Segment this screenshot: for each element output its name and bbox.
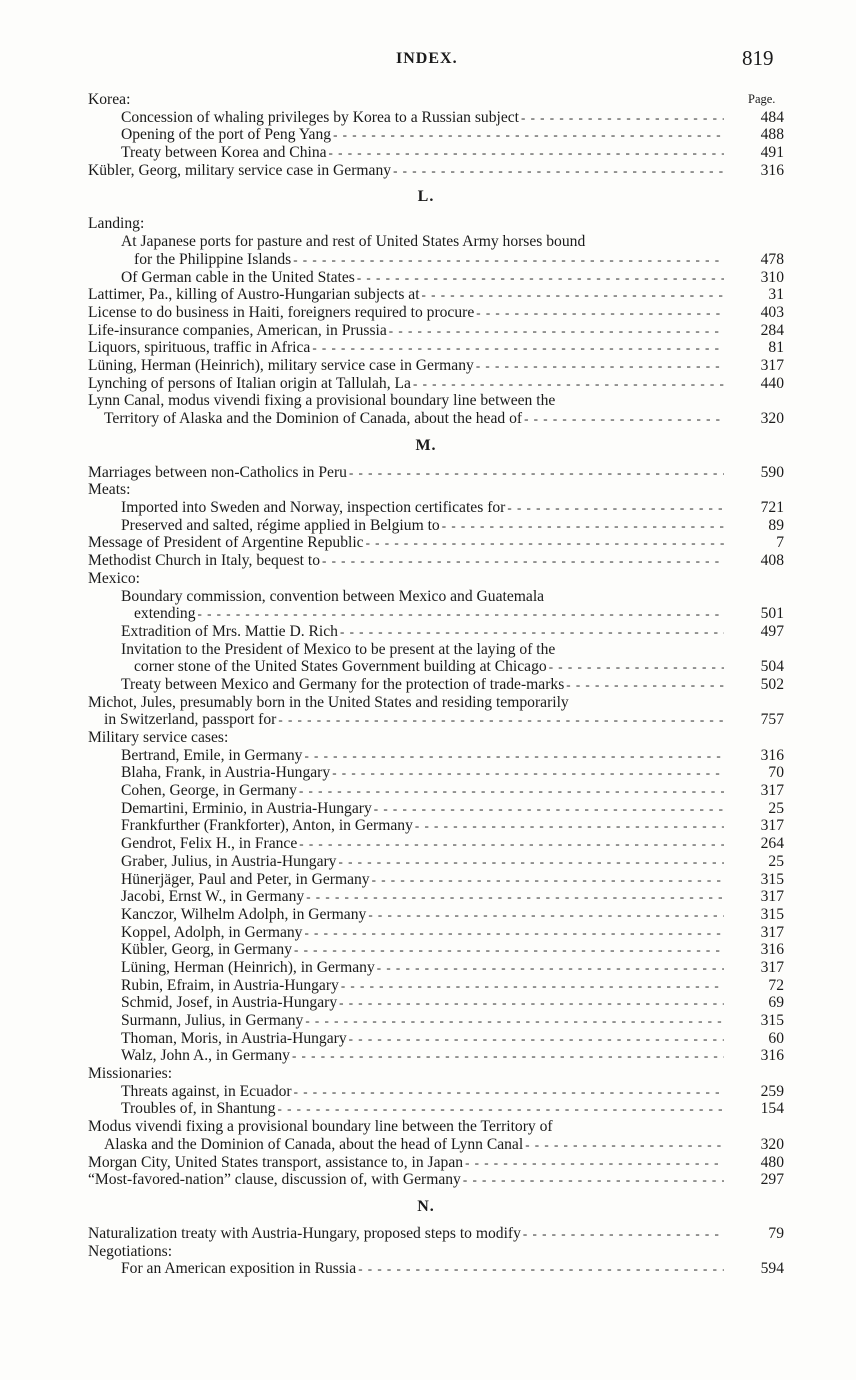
index-entry [88,747,784,765]
index-entry [88,1136,784,1154]
index-entry [88,1012,784,1030]
entry-text-line [121,623,726,641]
entry-text-line [121,499,726,517]
entry-text: Message of President of Argentine Republic [88,534,364,552]
index-entry [88,286,784,304]
page-header [0,46,856,72]
entry-text: Kanczor, Wilhelm Adolph, in Germany [121,905,367,923]
entry-text-line [88,729,726,747]
entry-page-number: 478 [760,250,784,268]
entry-text: Lynching of persons of Italian origin at Tallulah, La [88,374,411,392]
leader-dots [341,977,724,995]
index-entry [88,481,784,499]
entry-text: Thoman, Moris, in Austria-Hungary [121,1029,347,1047]
entry-text-line [121,641,726,659]
running-title: INDEX. [396,50,458,67]
entry-text: For an American exposition in Russia [121,1260,357,1278]
entry-text-line [121,959,726,977]
entry-page-number: 440 [760,374,784,392]
entry-page-number: 484 [760,108,784,126]
leader-dots [566,676,724,694]
index-entry [88,1260,784,1278]
index-entry [88,375,784,393]
entry-text: At Japanese ports for pasture and rest of United States Army horses bound [121,233,586,251]
index-entry [88,1083,784,1101]
index-entry [88,1100,784,1118]
index-entry [88,1243,784,1261]
entry-text: Missionaries: [88,1065,173,1083]
entry-text-line [88,464,726,482]
entry-page-number: 7 [776,534,784,552]
leader-dots [524,410,724,428]
entry-page-number: 408 [760,552,784,570]
entry-page-number: 488 [760,126,784,144]
entry-text-line [121,676,726,694]
entry-text: Gendrot, Felix H., in France [121,835,298,853]
section-k [88,91,784,179]
entry-text: Graber, Julius, in Austria-Hungary [121,852,337,870]
entry-text-line [121,941,726,959]
entry-page-number: 154 [760,1100,784,1118]
entry-text: Negotiations: [88,1242,173,1260]
index-entry [88,570,784,588]
entry-text-line [88,694,726,712]
entry-text-line [88,1065,726,1083]
leader-dots [329,144,724,162]
entry-text-line [88,357,726,375]
entry-text: Modus vivendi fixing a provisional boundary line between the Territory of [88,1118,553,1136]
index-entry [88,782,784,800]
index-entry [88,357,784,375]
entry-page-number: 317 [760,958,784,976]
entry-text-line [88,286,726,304]
entry-text: in Switzerland, passport for [104,711,277,729]
entry-page-number: 403 [760,303,784,321]
entry-page-number: 316 [760,941,784,959]
entry-page-number: 491 [760,144,784,162]
entry-text: Michot, Jules, presumably born in the United States and residing temporarily [88,693,569,711]
entry-text-line [121,994,726,1012]
leader-dots [389,322,724,340]
entry-page-number: 81 [768,339,784,357]
entry-page-number: 60 [768,1029,784,1047]
entry-text-line [88,1225,726,1243]
entry-text-line [88,339,726,357]
entry-text: Kübler, Georg, military service case in Germany [88,161,392,179]
entry-page-number: 502 [760,675,784,693]
entry-text: Invitation to the President of Mexico to be present at the laying of the [121,640,556,658]
entry-page-number: 284 [760,321,784,339]
entry-page-number: 89 [768,516,784,534]
index-entry [88,144,784,162]
entry-text-line [88,322,726,340]
index-entry [88,641,784,659]
entry-text-line [121,747,726,765]
entry-text: Lattimer, Pa., killing of Austro-Hungarian subjects at [88,286,420,304]
entry-text-line [121,817,726,835]
entry-page-number: 504 [760,658,784,676]
index-entry [88,1171,784,1189]
leader-dots [198,605,725,623]
entry-text-line [104,1136,726,1154]
entry-text-line [121,1030,726,1048]
leader-dots [366,534,724,552]
leader-dots [507,499,724,517]
entry-text: Liquors, spirituous, traffic in Africa [88,339,311,357]
index-entry [88,676,784,694]
entry-page-number: 79 [768,1224,784,1242]
entry-text: Military service cases: [88,729,229,746]
leader-dots [304,924,724,942]
entry-text-line [121,126,726,144]
index-entry [88,1030,784,1048]
leader-dots [340,623,724,641]
entry-text-line [88,162,726,180]
index-entry [88,162,784,180]
entry-text: Treaty between Korea and China [121,144,327,162]
entry-text-line [121,871,726,889]
entry-page-number: 590 [760,463,784,481]
leader-dots [304,747,724,765]
entry-text: Territory of Alaska and the Dominion of Canada, about the head of [104,410,523,427]
entry-text: Walz, John A., in Germany [121,1047,290,1065]
entry-text-line [121,233,726,251]
entry-text: Korea: [88,91,131,108]
leader-dots [312,339,724,357]
entry-text-line [121,144,726,162]
index-entry [88,251,784,269]
entry-text: Preserved and salted, régime applied in Belgium to [121,516,440,534]
entry-text: Cohen, George, in Germany [121,782,297,800]
leader-dots [374,800,724,818]
entry-text-line [88,392,726,410]
section-heading-l: L. [417,188,435,206]
entry-text-line [88,1171,726,1189]
entry-text: Bertrand, Emile, in Germany [121,746,303,764]
entry-page-number: 25 [768,852,784,870]
leader-dots [465,1154,724,1172]
entry-text: Meats: [88,481,131,499]
entry-text: Schmid, Josef, in Austria-Hungary [121,994,338,1012]
entry-text-line [121,800,726,818]
index-entry [88,588,784,606]
entry-text: Threats against, in Ecuador [121,1082,292,1100]
entry-page-number: 264 [760,835,784,853]
entry-page-number: 320 [760,1135,784,1153]
entry-text: Marriages between non-Catholics in Peru [88,463,347,481]
entry-page-number: 317 [760,817,784,835]
entry-text-line [121,269,726,287]
entry-text: Lynn Canal, modus vivendi fixing a provisional boundary line between the [88,392,556,410]
leader-dots [306,888,724,906]
entry-page-number: 721 [760,499,784,517]
index-entry [88,126,784,144]
entry-page-number: 72 [768,976,784,994]
index-entry [88,269,784,287]
leader-dots [442,517,724,535]
leader-dots [521,109,724,127]
index-entry [88,994,784,1012]
entry-text-line [121,1260,726,1278]
leader-dots [339,994,724,1012]
entry-text-line [121,109,726,127]
entry-page-number: 70 [768,764,784,782]
index-entry [88,91,784,109]
entry-text-line [88,570,726,588]
entry-page-number: 316 [760,161,784,179]
entry-text: Boundary commission, convention between Mexico and Guatemala [121,587,545,605]
leader-dots [422,286,724,304]
entry-page-number: 480 [760,1153,784,1171]
section-n [88,1225,784,1278]
entry-text-line [88,481,726,499]
entry-page-number: 320 [760,410,784,427]
entry-text-line [88,91,726,109]
leader-dots [349,1030,724,1048]
index-entry [88,800,784,818]
index-entry [88,233,784,251]
index-entry [88,215,784,233]
index-entry [88,552,784,570]
entry-text: Landing: [88,215,145,233]
entry-text-line [88,1243,726,1261]
entry-page-number: 317 [760,923,784,941]
index-entry [88,623,784,641]
index-entry [88,729,784,747]
leader-dots [525,1136,724,1154]
entry-text: Extradition of Mrs. Mattie D. Rich [121,622,338,640]
entry-text-line [121,888,726,906]
entry-text-line [121,1047,726,1065]
entry-text-line [121,853,726,871]
entry-text-line [88,304,726,322]
entry-text: Lüning, Herman (Heinrich), in Germany [121,958,375,976]
entry-page-number: 317 [760,782,784,800]
section-m [88,464,784,1189]
index-entry [88,1118,784,1136]
index-entry [88,941,784,959]
leader-dots [357,269,724,287]
entry-page-number: 259 [760,1082,784,1100]
entry-text-line [88,375,726,393]
entry-text: Frankfurther (Frankforter), Anton, in Germany [121,817,413,835]
index-entry [88,534,784,552]
index-entry [88,1065,784,1083]
index-entry [88,499,784,517]
entry-text: Naturalization treaty with Austria-Hungary, proposed steps to modify [88,1224,521,1242]
leader-dots [299,782,724,800]
entry-page-number: 25 [768,799,784,817]
entry-text: Lüning, Herman (Heinrich), military service case in Germany [88,356,474,374]
entry-text: Hünerjäger, Paul and Peter, in Germany [121,870,370,888]
entry-text: Opening of the port of Peng Yang [121,126,332,144]
index-entry [88,694,784,712]
entry-page-number: 315 [760,1012,784,1029]
entry-text: “Most-favored-nation” clause, discussion of, with Germany [88,1171,461,1189]
entry-page-number: 316 [760,746,784,764]
index-entry [88,322,784,340]
entry-text-line [134,605,726,623]
entry-text: Kübler, Georg, in Germany [121,941,293,959]
entry-text-line [88,552,726,570]
entry-text: Surmann, Julius, in Germany [121,1012,304,1029]
index-entry [88,764,784,782]
index-entry [88,906,784,924]
index-entry [88,1047,784,1065]
leader-dots [549,658,724,676]
entry-text-line [121,782,726,800]
entry-page-number: 315 [760,905,784,923]
leader-dots [294,1083,724,1101]
leader-dots [377,959,724,977]
entry-text-line [104,711,726,729]
index-entry [88,392,784,410]
entry-text-line [104,410,726,428]
entry-text-line [88,1118,726,1136]
leader-dots [278,711,724,729]
entry-page-number: 315 [760,870,784,888]
entry-page-number: 317 [760,888,784,906]
entry-text: for the Philippine Islands [134,250,292,268]
leader-dots [292,1047,724,1065]
entry-text-line [134,658,726,676]
leader-dots [463,1171,724,1189]
index-entry [88,924,784,942]
index-entry [88,711,784,729]
entry-page-number: 31 [768,286,784,304]
entry-page-number: 594 [760,1260,784,1278]
index-entry [88,888,784,906]
entry-text-line [121,1083,726,1101]
page-number: 819 [742,46,774,70]
entry-text: Concession of whaling privileges by Korea to a Russian subject [121,108,519,126]
entry-text: Mexico: [88,569,140,587]
leader-dots [338,853,724,871]
entry-text-line [121,588,726,606]
entry-text: Alaska and the Dominion of Canada, about the head of Lynn Canal [104,1135,524,1153]
leader-dots [332,764,724,782]
leader-dots [305,1012,724,1030]
index-entry [88,517,784,535]
entry-text-line [121,1100,726,1118]
leader-dots [293,251,724,269]
index-entry [88,871,784,889]
entry-text: Blaha, Frank, in Austria-Hungary [121,764,331,782]
entry-text: Rubin, Efraim, in Austria-Hungary [121,976,339,994]
leader-dots [523,1225,724,1243]
index-entry [88,817,784,835]
entry-text: extending [134,605,196,623]
entry-page-number: 310 [760,268,784,286]
entry-text: Troubles of, in Shantung [121,1100,276,1118]
index-entry [88,605,784,623]
index-entry [88,304,784,322]
index-body [88,91,784,1278]
leader-dots [368,906,724,924]
entry-text: Koppel, Adolph, in Germany [121,923,303,941]
entry-page-number: 297 [760,1171,784,1189]
index-entry [88,835,784,853]
leader-dots [349,464,724,482]
leader-dots [393,162,724,180]
leader-dots [476,304,724,322]
entry-page-number: 497 [760,622,784,640]
leader-dots [358,1260,724,1278]
entry-text: License to do business in Haiti, foreigners required to procure [88,303,475,321]
entry-page-number: 317 [760,356,784,374]
leader-dots [476,357,724,375]
entry-text-line [121,1012,726,1030]
entry-text-line [121,835,726,853]
entry-page-number: 316 [760,1047,784,1065]
entry-text: Jacobi, Ernst W., in Germany [121,888,305,906]
entry-text-line [88,534,726,552]
leader-dots [415,817,724,835]
entry-page-number: 501 [760,605,784,623]
entry-text: corner stone of the United States Government building at Chicago [134,658,547,676]
entry-page-number: 757 [760,711,784,729]
index-entry [88,658,784,676]
entry-text: Life-insurance companies, American, in Prussia [88,321,387,339]
entry-text: Of German cable in the United States [121,268,355,286]
index-entry [88,959,784,977]
entry-text: Treaty between Mexico and Germany for the protection of trade-marks [121,675,565,693]
leader-dots [322,552,724,570]
entry-page-number: 69 [768,994,784,1012]
index-entry [88,339,784,357]
leader-dots [299,835,724,853]
entry-text-line [121,764,726,782]
entry-text: Imported into Sweden and Norway, inspection certificates for [121,499,506,517]
page-column-heading: Page. [748,92,776,106]
entry-text-line [121,977,726,995]
entry-text: Methodist Church in Italy, bequest to [88,552,320,570]
index-entry [88,853,784,871]
index-entry [88,410,784,428]
index-entry [88,464,784,482]
leader-dots [294,941,724,959]
leader-dots [413,375,724,393]
entry-text-line [121,517,726,535]
index-entry [88,977,784,995]
index-entry [88,1154,784,1172]
entry-text-line [121,906,726,924]
entry-text-line [88,1154,726,1172]
entry-text-line [88,215,726,233]
entry-text: Morgan City, United States transport, assistance to, in Japan [88,1153,464,1171]
entry-text-line [121,924,726,942]
index-entry [88,109,784,127]
entry-text: Demartini, Erminio, in Austria-Hungary [121,799,372,817]
entry-text-line [134,251,726,269]
leader-dots [372,871,724,889]
section-heading-m: M. [415,436,437,454]
index-entry [88,1225,784,1243]
section-l [88,215,784,427]
section-heading-n: N. [417,1197,435,1215]
leader-dots [278,1100,724,1118]
leader-dots [333,126,724,144]
